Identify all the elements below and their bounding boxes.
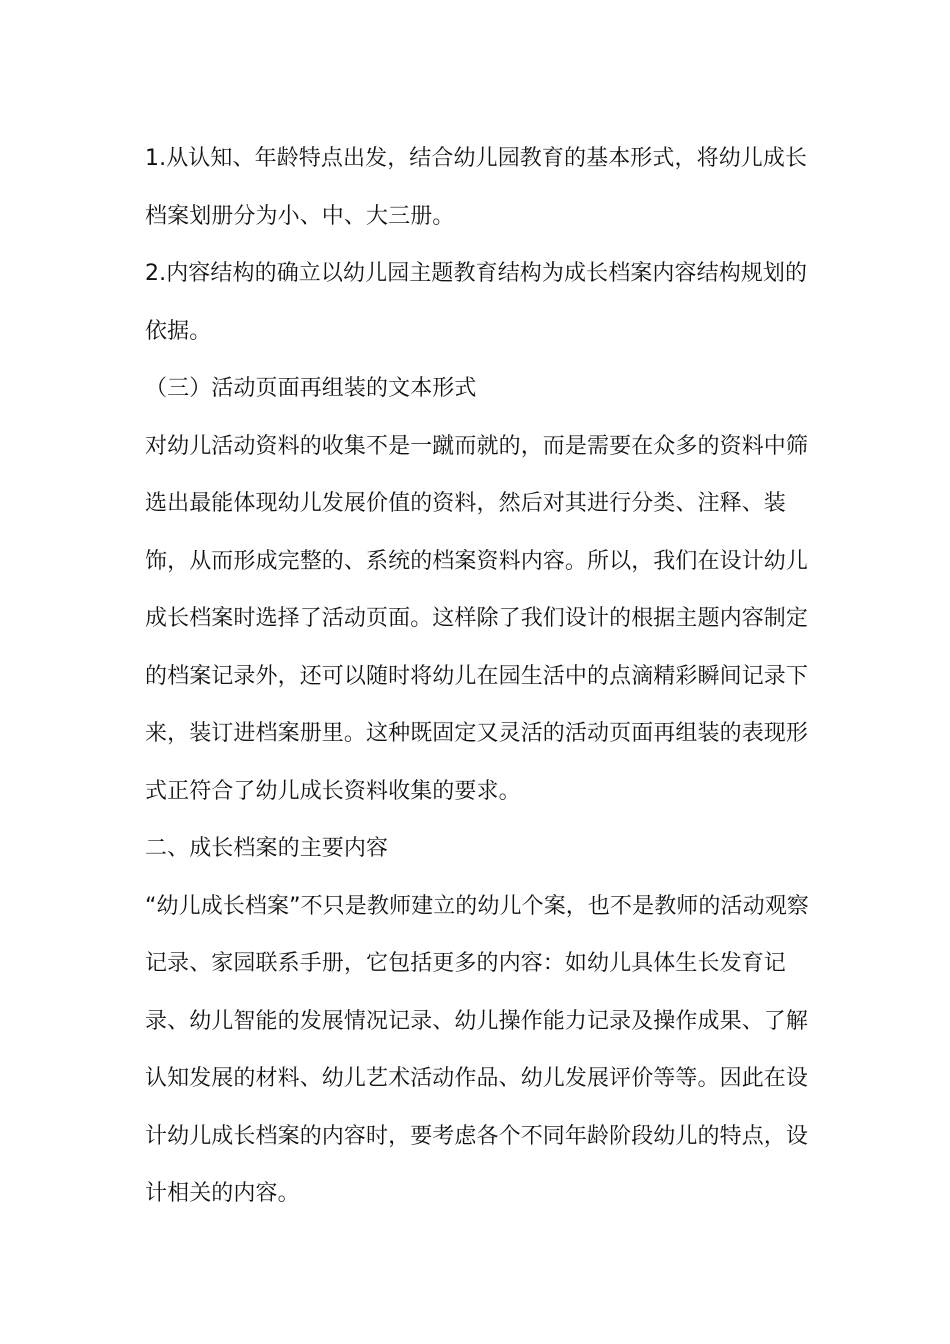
- section-heading-3: （三）活动页面再组装的文本形式: [145, 376, 477, 401]
- paragraph-4: 对幼儿活动资料的收集不是一蹴而就的，而是需要在众多的资料中筛选出最能体现幼儿发展价值的资料，然后对其进行分类、注释、装饰，从而形成完整的、系统的档案资料内容。所以，我们在设计幼儿成长档案时选择了活动页面。这样除了我们设计的根据主题内容制定的档案记录外，还可以随时将幼儿在园生活中的点滴精彩瞬间记录下来，装订进档案册里。这种既固定又灵活的活动页面再组装的表现形式正符合了幼儿成长资料收集的要求。: [145, 433, 809, 804]
- paragraph-6: “幼儿成长档案”不只是教师建立的幼儿个案，也不是教师的活动观察记录、家园联系手册，它包括更多的内容：如幼儿具体生长发育记录、幼儿智能的发展情况记录、幼儿操作能力记录及操作成果、了解认知发展的材料、幼儿艺术活动作品、幼儿发展评价等等。因此在设计幼儿成长档案的内容时，要考虑各个不同年龄阶段幼儿的特点，设计相关的内容。: [145, 893, 809, 1206]
- paragraph-1: 1.从认知、年龄特点出发，结合幼儿园教育的基本形式，将幼儿成长档案划册分为小、中、大三册。: [145, 146, 808, 229]
- paragraph-2: 2.内容结构的确立以幼儿园主题教育结构为成长档案内容结构规划的依据。: [145, 261, 808, 344]
- body-text: [145, 130, 810, 1223]
- section-heading-5: 二、成长档案的主要内容: [145, 836, 389, 861]
